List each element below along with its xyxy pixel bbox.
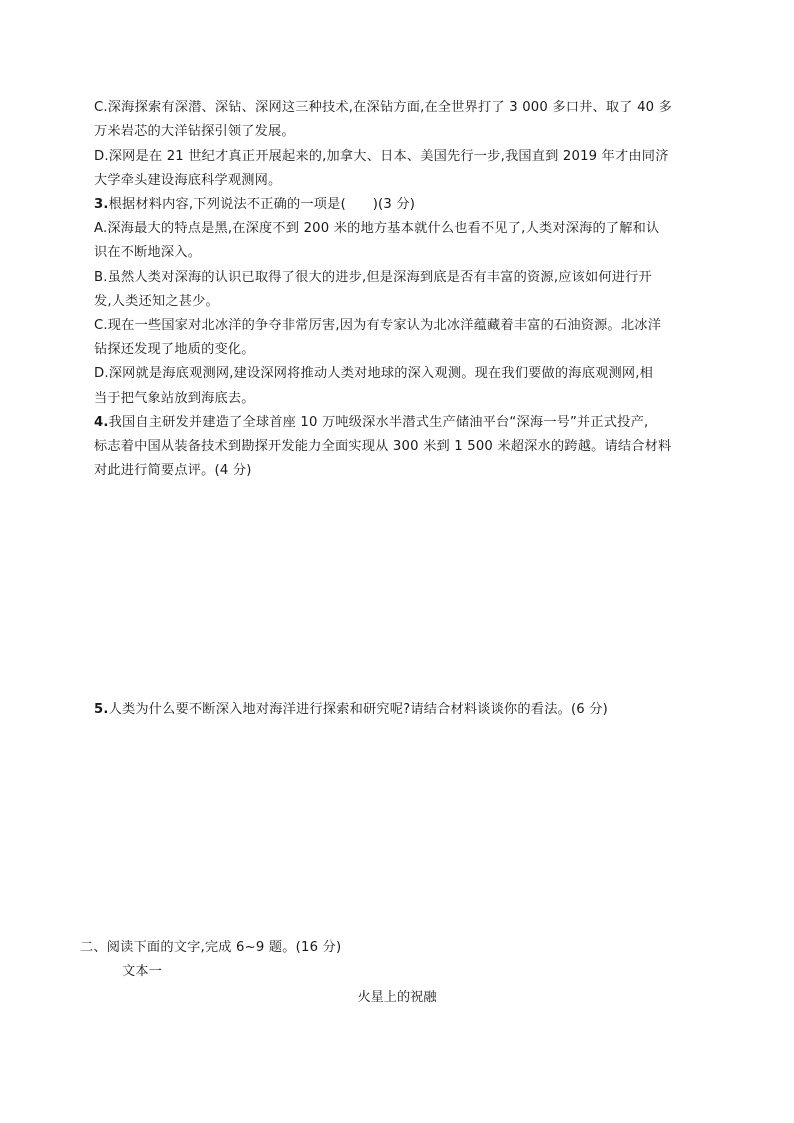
- question-4-number: 4.: [94, 415, 109, 430]
- question-5-number: 5.: [94, 702, 109, 717]
- option-d-line-2: 大学牵头建设海底科学观测网。: [94, 173, 282, 188]
- q3-option-b-line-2: 发,人类还知之甚少。: [94, 294, 219, 309]
- q3-option-a-line-2: 识在不断地深入。: [94, 245, 202, 260]
- q3-option-d-line-2: 当于把气象站放到海底去。: [94, 391, 255, 406]
- question-4-line-3: 对此进行简要点评。(4 分): [94, 463, 252, 478]
- question-4-text: 我国自主研发并建造了全球首座 10 万吨级深水半潜式生产储油平台“深海一号”并正式投产,: [108, 415, 649, 430]
- q3-option-d-line-1: D.深网就是海底观测网,建设深网将推动人类对地球的深入观测。现在我们要做的海底观测网,相: [94, 366, 654, 381]
- question-3-text: 根据材料内容,下列说法不正确的一项是( )(3 分): [108, 197, 416, 212]
- question-5-text: 人类为什么要不断深入地对海洋进行探索和研究呢?请结合材料谈谈你的看法。(6 分): [108, 702, 609, 717]
- question-4: [94, 412, 648, 434]
- question-4-line-2: 标志着中国从装备技术到勘探开发能力全面实现从 300 米到 1 500 米超深水的跨越。请结合材料: [94, 439, 672, 454]
- option-c-line-1: C.深海探索有深潜、深钻、深网这三种技术,在深钻方面,在全世界打了 3 000 多口井、取了 40 多: [94, 100, 673, 115]
- q3-option-c-line-2: 钻探还发现了地质的变化。: [94, 342, 255, 357]
- article-title: 火星上的祝融: [357, 990, 437, 1005]
- option-d-line-1: D.深网是在 21 世纪才真正开展起来的,加拿大、日本、美国先行一步,我国直到 2019 年才由同济: [94, 149, 669, 164]
- q3-option-c-line-1: C.现在一些国家对北冰洋的争夺非常厉害,因为有专家认为北冰洋蕴藏着丰富的石油资源。北冰洋: [94, 318, 662, 333]
- q3-option-a-line-1: A.深海最大的特点是黑,在深度不到 200 米的地方基本就什么也看不见了,人类对深海的了解和认: [94, 221, 660, 236]
- question-3: [94, 194, 415, 216]
- text-one-label: 文本一: [122, 964, 163, 979]
- q3-option-b-line-1: B.虽然人类对深海的认识已取得了很大的进步,但是深海到底是否有丰富的资源,应该如何进行开: [94, 270, 652, 285]
- option-c-line-2: 万米岩芯的大洋钻探引领了发展。: [94, 124, 295, 139]
- question-5: [94, 699, 608, 721]
- section-2-heading: 二、阅读下面的文字,完成 6~9 题。(16 分): [80, 940, 342, 955]
- question-3-number: 3.: [94, 197, 109, 212]
